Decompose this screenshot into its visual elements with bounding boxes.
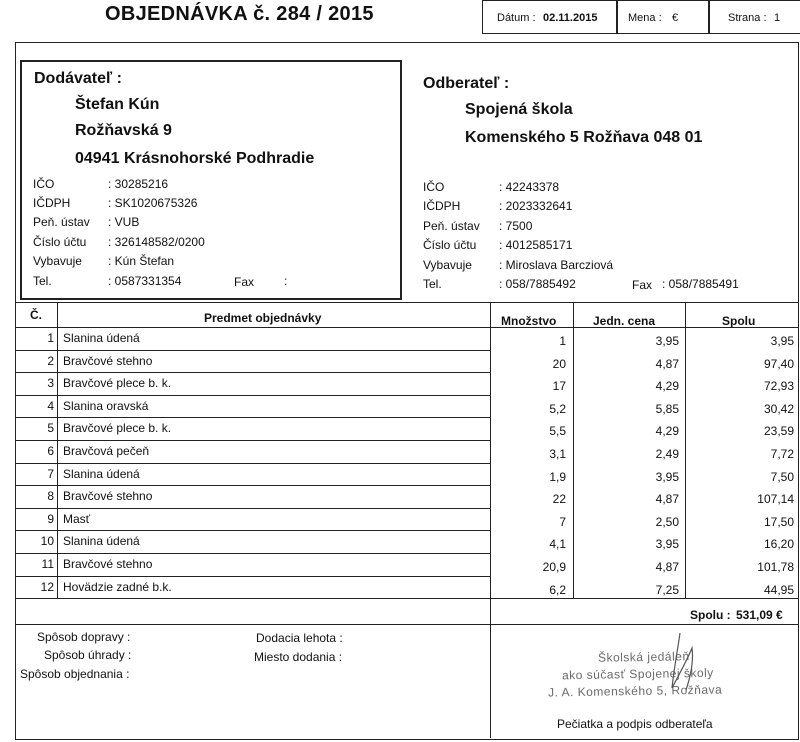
row-item: Bravčové stehno xyxy=(63,489,153,504)
row-unit-price: 3,95 xyxy=(655,469,679,484)
table-top-line xyxy=(15,302,799,303)
col-header-no: Č. xyxy=(30,308,42,322)
row-item: Bravčové plece b. k. xyxy=(63,421,172,436)
customer-name: Spojená škola xyxy=(465,101,573,118)
row-total: 30,42 xyxy=(763,401,794,416)
row-number: 11 xyxy=(41,557,54,571)
row-number: 6 xyxy=(47,444,54,458)
customer-tel-value: : 058/7885492 xyxy=(499,277,576,291)
page-value: 1 xyxy=(774,12,781,24)
row-quantity: 4,1 xyxy=(549,537,566,552)
customer-contact-value: : Miroslava Barcziová xyxy=(499,258,614,272)
supplier-contact-value: : Kún Štefan xyxy=(108,254,175,268)
row-item: Slanina údená xyxy=(63,534,140,549)
row-item: Bravčové stehno xyxy=(63,353,153,368)
page-box xyxy=(709,0,800,34)
currency-label: Mena : xyxy=(628,12,662,24)
row-separator xyxy=(15,508,490,509)
order-method-label: Spôsob objednania : xyxy=(20,667,130,681)
row-number: 3 xyxy=(47,376,54,391)
row-item: Bravčové plece b. k. xyxy=(63,376,172,391)
customer-account-value: : 4012585171 xyxy=(499,238,573,252)
customer-heading: Odberateľ : xyxy=(423,75,510,92)
row-unit-price: 3,95 xyxy=(655,537,679,552)
customer-address: Komenského 5 Rožňava 048 01 xyxy=(465,129,703,146)
order-title: OBJEDNÁVKA č. 284 / 2015 xyxy=(105,3,374,25)
supplier-bank-value: : VUB xyxy=(108,215,140,229)
page-label: Strana : xyxy=(728,12,767,24)
customer-icdph-value: : 2023332641 xyxy=(499,199,573,213)
supplier-account-value: : 326148582/0200 xyxy=(108,235,205,249)
row-separator xyxy=(15,553,490,554)
currency-value: € xyxy=(672,12,679,24)
row-quantity: 20 xyxy=(552,356,566,371)
row-total: 107,14 xyxy=(757,492,794,507)
customer-tel-label: Tel. xyxy=(423,277,442,291)
row-separator xyxy=(15,372,490,373)
col-header-price: Jedn. cena xyxy=(593,314,656,328)
row-total: 101,78 xyxy=(757,560,794,574)
stamp-line-1: Školská jedáleň xyxy=(597,649,690,665)
customer-icdph-label: IČDPH xyxy=(423,199,461,213)
col-header-total: Spolu xyxy=(722,314,756,328)
row-number: 5 xyxy=(47,421,54,436)
row-quantity: 6,2 xyxy=(549,582,566,597)
row-total: 44,95 xyxy=(763,582,794,597)
supplier-heading: Dodávateľ : xyxy=(34,70,122,87)
row-quantity: 3,1 xyxy=(549,447,566,461)
row-total: 97,40 xyxy=(763,356,794,371)
row-unit-price: 5,85 xyxy=(655,401,679,416)
col-sep-3 xyxy=(573,302,574,598)
row-number: 8 xyxy=(47,489,54,504)
stamp-line-2: ako súčasť Spojenej školy xyxy=(561,665,714,683)
row-number: 10 xyxy=(40,534,54,549)
customer-contact-label: Vybavuje xyxy=(423,258,472,272)
row-total: 7,50 xyxy=(770,469,794,484)
row-unit-price: 4,87 xyxy=(655,560,679,574)
row-unit-price: 4,87 xyxy=(655,492,679,507)
row-unit-price: 4,29 xyxy=(655,424,679,439)
row-separator xyxy=(15,350,490,351)
row-quantity: 7 xyxy=(559,514,566,529)
row-separator xyxy=(15,417,490,418)
customer-ico-label: IČO xyxy=(423,180,445,194)
row-item: Slanina údená xyxy=(63,466,140,481)
row-item: Masť xyxy=(63,511,91,526)
row-total: 17,50 xyxy=(763,514,794,529)
row-item: Bravčová pečeň xyxy=(63,444,150,458)
row-number: 1 xyxy=(47,331,54,345)
supplier-fax-label: Fax xyxy=(234,275,255,289)
table-bottom-line xyxy=(15,598,799,599)
customer-ico-value: : 42243378 xyxy=(499,180,560,194)
row-total: 72,93 xyxy=(763,379,794,394)
supplier-city: 04941 Krásnohorské Podhradie xyxy=(75,150,315,167)
customer-bank-value: : 7500 xyxy=(499,219,533,233)
row-unit-price: 2,49 xyxy=(655,447,679,461)
row-item: Bravčové stehno xyxy=(63,557,153,571)
supplier-icdph-value: : SK1020675326 xyxy=(108,196,198,210)
supplier-icdph-label: IČDPH xyxy=(33,196,71,210)
delivery-term-label: Dodacia lehota : xyxy=(256,631,343,645)
row-number: 12 xyxy=(40,579,54,594)
row-separator xyxy=(15,485,490,486)
row-total: 23,59 xyxy=(763,424,794,439)
customer-fax-value: : 058/7885491 xyxy=(662,277,739,291)
signature-label: Pečiatka a podpis odberateľa xyxy=(557,717,713,731)
footer-top-line xyxy=(15,624,490,625)
row-unit-price: 4,87 xyxy=(655,356,679,371)
row-item: Slanina údená xyxy=(63,331,140,345)
date-label: Dátum : xyxy=(497,12,536,24)
customer-bank-label: Peň. ústav xyxy=(423,219,480,233)
supplier-name: Štefan Kún xyxy=(75,96,160,113)
customer-fax-label: Fax xyxy=(632,278,653,292)
row-item: Hovädzie zadné b.k. xyxy=(63,579,172,594)
row-quantity: 17 xyxy=(552,379,566,394)
table-header-line xyxy=(15,327,799,328)
row-unit-price: 7,25 xyxy=(655,582,679,597)
payment-method-label: Spôsob úhrady : xyxy=(44,648,132,662)
row-quantity: 1 xyxy=(559,334,566,348)
grand-total-value: 531,09 € xyxy=(736,608,783,622)
row-item: Slanina oravská xyxy=(63,398,149,413)
row-quantity: 20,9 xyxy=(542,560,566,574)
supplier-ico-value: : 30285216 xyxy=(108,177,169,191)
stamp-line-3: J. A. Komenského 5, Rožňava xyxy=(547,682,723,700)
row-unit-price: 3,95 xyxy=(655,334,679,348)
signature-icon xyxy=(650,628,710,698)
supplier-tel-label: Tel. xyxy=(33,274,52,288)
row-separator xyxy=(15,530,490,531)
row-total: 7,72 xyxy=(770,447,794,461)
supplier-street: Rožňavská 9 xyxy=(75,122,172,139)
delivery-place-label: Miesto dodania : xyxy=(254,650,343,664)
row-total: 3,95 xyxy=(770,334,794,348)
col-sep-2 xyxy=(490,302,491,738)
row-quantity: 1,9 xyxy=(549,469,566,484)
currency-box xyxy=(617,0,709,34)
date-value: 02.11.2015 xyxy=(543,12,598,24)
row-unit-price: 4,29 xyxy=(655,379,679,394)
row-quantity: 5,5 xyxy=(549,424,566,439)
total-line xyxy=(490,624,799,625)
col-header-item: Predmet objednávky xyxy=(204,311,322,325)
col-header-qty: Množstvo xyxy=(501,314,557,328)
row-separator xyxy=(15,440,490,441)
row-number: 4 xyxy=(47,398,54,413)
supplier-fax-value: : xyxy=(284,274,288,288)
row-separator xyxy=(15,395,490,396)
row-number: 7 xyxy=(47,466,54,481)
transport-method-label: Spôsob dopravy : xyxy=(37,630,131,644)
row-quantity: 22 xyxy=(552,492,566,507)
supplier-tel-value: : 0587331354 xyxy=(108,274,182,288)
row-separator xyxy=(15,576,490,577)
row-unit-price: 2,50 xyxy=(655,514,679,529)
supplier-contact-label: Vybavuje xyxy=(33,254,82,268)
customer-account-label: Číslo účtu xyxy=(423,238,477,252)
row-number: 2 xyxy=(47,353,54,368)
row-separator xyxy=(15,463,490,464)
date-box xyxy=(482,0,617,34)
supplier-ico-label: IČO xyxy=(33,177,55,191)
row-total: 16,20 xyxy=(763,537,794,552)
row-quantity: 5,2 xyxy=(549,401,566,416)
supplier-bank-label: Peň. ústav xyxy=(33,215,90,229)
row-number: 9 xyxy=(47,511,54,526)
supplier-account-label: Číslo účtu xyxy=(33,235,87,249)
col-sep-4 xyxy=(685,302,686,598)
grand-total-label: Spolu : xyxy=(690,608,731,622)
